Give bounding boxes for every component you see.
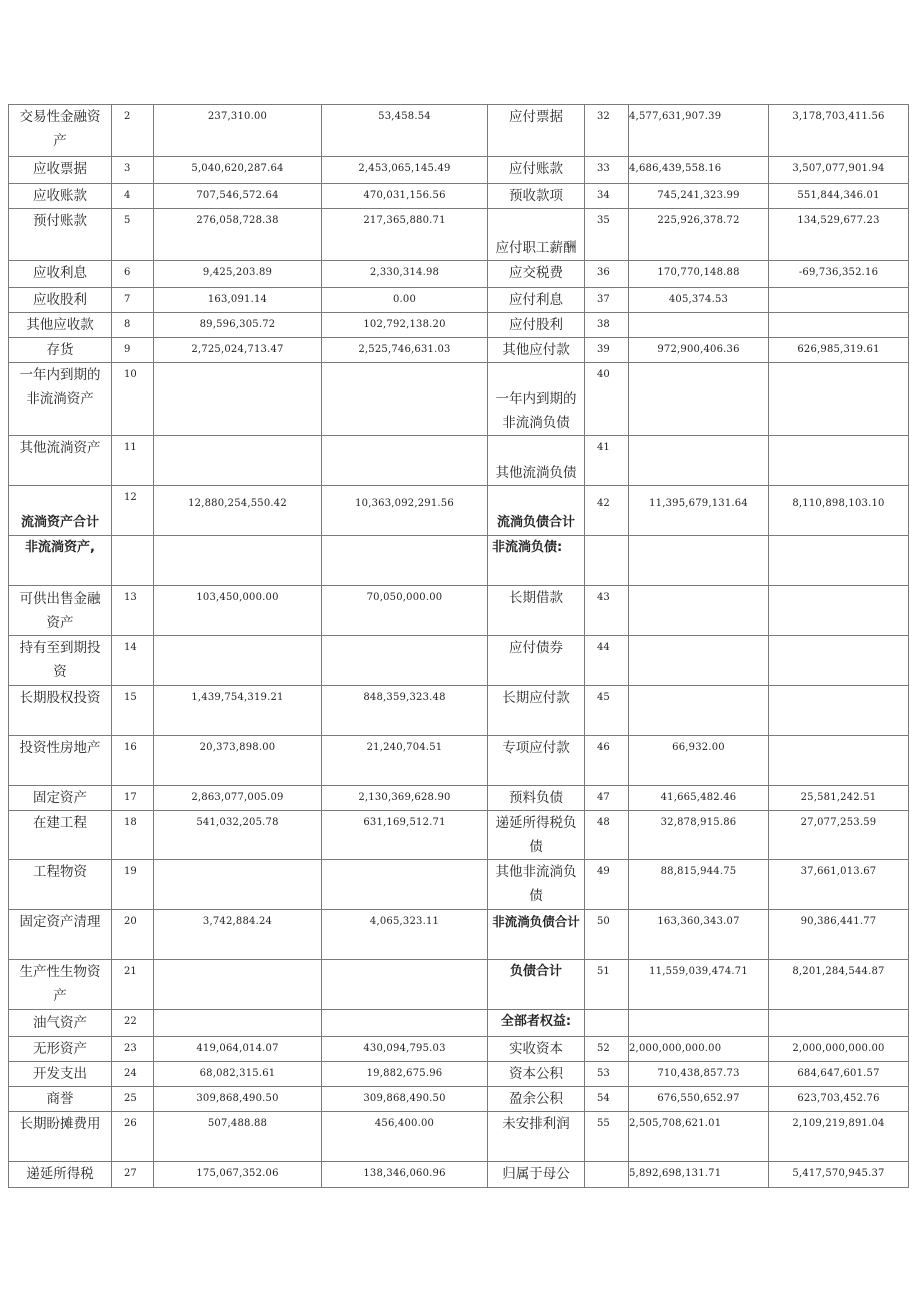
liability-line-no: 35 (585, 209, 629, 261)
liability-line-no: 50 (585, 910, 629, 960)
asset-end-balance: 12,880,254,550.42 (154, 486, 322, 536)
asset-name: 开发支出 (9, 1062, 112, 1087)
liability-begin-balance: 8,110,898,103.10 (769, 486, 909, 536)
asset-begin-balance: 848,359,323.48 (322, 686, 488, 736)
liability-name: 其他流淌负债 (488, 436, 585, 486)
asset-name: 工程物资 (9, 860, 112, 910)
asset-name: 投资性房地产 (9, 736, 112, 786)
asset-line-no: 2 (112, 105, 154, 157)
asset-name: 递延所得税 (9, 1162, 112, 1188)
asset-end-balance: 9,425,203.89 (154, 261, 322, 288)
liability-name: 应付股利 (488, 313, 585, 338)
table-row (9, 105, 909, 157)
asset-end-balance: 2,863,077,005.09 (154, 786, 322, 811)
table-row (9, 786, 909, 811)
asset-name: 交易性金融资产 (9, 105, 112, 157)
liability-line-no: 32 (585, 105, 629, 157)
equity-line-no (585, 1162, 629, 1188)
liability-end-balance (629, 686, 769, 736)
equity-end-balance: 5,892,698,131.71 (629, 1162, 769, 1188)
asset-subtotal-label: 流淌资产合计 (9, 486, 112, 536)
liability-end-balance: 66,932.00 (629, 736, 769, 786)
liability-line-no: 37 (585, 288, 629, 313)
liability-name: 递延所得税负债 (488, 811, 585, 860)
asset-end-balance: 1,439,754,319.21 (154, 686, 322, 736)
asset-name: 应收账款 (9, 184, 112, 209)
section-header-noncurrent-assets: 非流淌资产, (9, 536, 112, 586)
liability-begin-balance (769, 736, 909, 786)
liability-line-no: 49 (585, 860, 629, 910)
table-row (9, 436, 909, 486)
asset-name: 其他应收款 (9, 313, 112, 338)
liability-end-balance (629, 363, 769, 436)
liability-end-balance (629, 313, 769, 338)
table-row (9, 184, 909, 209)
asset-begin-balance: 0.00 (322, 288, 488, 313)
liability-line-no: 45 (585, 686, 629, 736)
asset-begin-balance (322, 1010, 488, 1037)
section-header-noncurrent-liabilities: 非流淌负债: (488, 536, 585, 586)
liability-name: 长期借款 (488, 586, 585, 636)
liability-line-no: 39 (585, 338, 629, 363)
asset-end-balance (154, 1010, 322, 1037)
asset-end-balance: 237,310.00 (154, 105, 322, 157)
equity-begin-balance: 684,647,601.57 (769, 1062, 909, 1087)
equity-name: 盈余公积 (488, 1087, 585, 1112)
liability-end-balance: 163,360,343.07 (629, 910, 769, 960)
liability-end-balance (629, 636, 769, 686)
liability-name: 应付利息 (488, 288, 585, 313)
asset-begin-balance: 102,792,138.20 (322, 313, 488, 338)
table-row (9, 338, 909, 363)
asset-end-balance: 507,488.88 (154, 1112, 322, 1162)
equity-name: 归属于母公 (488, 1162, 585, 1188)
table-row (9, 736, 909, 786)
table-row (9, 1087, 909, 1112)
asset-line-no: 26 (112, 1112, 154, 1162)
asset-end-balance (154, 436, 322, 486)
asset-line-no: 16 (112, 736, 154, 786)
asset-begin-balance: 2,453,065,145.49 (322, 157, 488, 184)
table-row (9, 536, 909, 586)
asset-line-no: 24 (112, 1062, 154, 1087)
asset-begin-balance: 2,330,314.98 (322, 261, 488, 288)
liability-line-no: 42 (585, 486, 629, 536)
table-row (9, 860, 909, 910)
asset-name: 长期股权投资 (9, 686, 112, 736)
equity-name: 资本公积 (488, 1062, 585, 1087)
liability-name: 应交税费 (488, 261, 585, 288)
table-row (9, 261, 909, 288)
liability-begin-balance: -69,736,352.16 (769, 261, 909, 288)
equity-end-balance: 2,000,000,000.00 (629, 1037, 769, 1062)
asset-end-balance: 309,868,490.50 (154, 1087, 322, 1112)
asset-line-no: 13 (112, 586, 154, 636)
asset-begin-balance: 4,065,323.11 (322, 910, 488, 960)
asset-begin-balance: 2,130,369,628.90 (322, 786, 488, 811)
equity-name: 实收资本 (488, 1037, 585, 1062)
liability-line-no (585, 536, 629, 586)
asset-line-no (112, 536, 154, 586)
liability-line-no: 48 (585, 811, 629, 860)
liability-line-no: 41 (585, 436, 629, 486)
liability-end-balance: 11,395,679,131.64 (629, 486, 769, 536)
equity-line-no: 54 (585, 1087, 629, 1112)
liability-end-balance (629, 1010, 769, 1037)
liability-end-balance: 745,241,323.99 (629, 184, 769, 209)
liability-end-balance: 32,878,915.86 (629, 811, 769, 860)
liability-line-no: 33 (585, 157, 629, 184)
liability-total-label: 负债合计 (488, 960, 585, 1010)
liability-end-balance: 405,374.53 (629, 288, 769, 313)
liability-line-no (585, 1010, 629, 1037)
asset-name: 存货 (9, 338, 112, 363)
table-row (9, 910, 909, 960)
liability-begin-balance: 25,581,242.51 (769, 786, 909, 811)
asset-end-balance: 103,450,000.00 (154, 586, 322, 636)
liability-line-no: 51 (585, 960, 629, 1010)
asset-end-balance: 20,373,898.00 (154, 736, 322, 786)
liability-end-balance (629, 436, 769, 486)
liability-line-no: 34 (585, 184, 629, 209)
asset-line-no: 27 (112, 1162, 154, 1188)
asset-name: 无形资产 (9, 1037, 112, 1062)
table-row (9, 1010, 909, 1037)
section-header-equity: 全部者权益: (488, 1010, 585, 1037)
asset-line-no: 20 (112, 910, 154, 960)
asset-name: 预付账款 (9, 209, 112, 261)
asset-line-no: 19 (112, 860, 154, 910)
table-row (9, 209, 909, 261)
asset-begin-balance: 70,050,000.00 (322, 586, 488, 636)
asset-begin-balance: 217,365,880.71 (322, 209, 488, 261)
asset-line-no: 10 (112, 363, 154, 436)
asset-name: 长期盼摊费用 (9, 1112, 112, 1162)
asset-line-no: 21 (112, 960, 154, 1010)
asset-line-no: 3 (112, 157, 154, 184)
liability-end-balance: 4,577,631,907.39 (629, 105, 769, 157)
table-row (9, 686, 909, 736)
asset-end-balance (154, 363, 322, 436)
asset-name: 应收股利 (9, 288, 112, 313)
asset-begin-balance (322, 436, 488, 486)
liability-begin-balance (769, 288, 909, 313)
asset-line-no: 25 (112, 1087, 154, 1112)
table-row (9, 313, 909, 338)
asset-name: 持有至到期投资 (9, 636, 112, 686)
asset-line-no: 22 (112, 1010, 154, 1037)
liability-line-no: 44 (585, 636, 629, 686)
liability-subtotal-label: 非流淌负债合计 (488, 910, 585, 960)
asset-name: 应收利息 (9, 261, 112, 288)
asset-end-balance (154, 636, 322, 686)
asset-begin-balance: 19,882,675.96 (322, 1062, 488, 1087)
asset-line-no: 14 (112, 636, 154, 686)
table-row (9, 157, 909, 184)
table-row (9, 960, 909, 1010)
asset-end-balance: 276,058,728.38 (154, 209, 322, 261)
liability-end-balance: 225,926,378.72 (629, 209, 769, 261)
table-row (9, 288, 909, 313)
liability-name: 应付账款 (488, 157, 585, 184)
liability-line-no: 46 (585, 736, 629, 786)
asset-end-balance (154, 960, 322, 1010)
table-row (9, 1037, 909, 1062)
asset-name: 在建工程 (9, 811, 112, 860)
asset-begin-balance (322, 860, 488, 910)
liability-subtotal-label: 流淌负债合计 (488, 486, 585, 536)
liability-name: 其他应付款 (488, 338, 585, 363)
asset-name: 可供出售金融资产 (9, 586, 112, 636)
asset-begin-balance (322, 636, 488, 686)
liability-name: 应付债券 (488, 636, 585, 686)
liability-begin-balance: 551,844,346.01 (769, 184, 909, 209)
equity-begin-balance: 2,000,000,000.00 (769, 1037, 909, 1062)
liability-line-no: 47 (585, 786, 629, 811)
asset-begin-balance: 470,031,156.56 (322, 184, 488, 209)
liability-name: 其他非流淌负债 (488, 860, 585, 910)
asset-name: 固定资产 (9, 786, 112, 811)
liability-end-balance: 41,665,482.46 (629, 786, 769, 811)
liability-end-balance: 4,686,439,558.16 (629, 157, 769, 184)
equity-line-no: 55 (585, 1112, 629, 1162)
liability-begin-balance: 90,386,441.77 (769, 910, 909, 960)
asset-line-no: 6 (112, 261, 154, 288)
asset-line-no: 18 (112, 811, 154, 860)
table-row (9, 636, 909, 686)
equity-end-balance: 676,550,652.97 (629, 1087, 769, 1112)
asset-begin-balance: 53,458.54 (322, 105, 488, 157)
liability-begin-balance (769, 313, 909, 338)
asset-line-no: 11 (112, 436, 154, 486)
asset-begin-balance: 2,525,746,631.03 (322, 338, 488, 363)
liability-end-balance (629, 536, 769, 586)
asset-name: 一年内到期的非流淌资产 (9, 363, 112, 436)
asset-begin-balance: 631,169,512.71 (322, 811, 488, 860)
asset-end-balance: 89,596,305.72 (154, 313, 322, 338)
asset-line-no: 17 (112, 786, 154, 811)
liability-end-balance: 88,815,944.75 (629, 860, 769, 910)
equity-name: 未安排利润 (488, 1112, 585, 1162)
equity-begin-balance: 2,109,219,891.04 (769, 1112, 909, 1162)
liability-line-no: 43 (585, 586, 629, 636)
asset-line-no: 12 (112, 486, 154, 536)
asset-name: 商誉 (9, 1087, 112, 1112)
liability-begin-balance: 134,529,677.23 (769, 209, 909, 261)
liability-begin-balance (769, 586, 909, 636)
asset-end-balance: 2,725,024,713.47 (154, 338, 322, 363)
liability-line-no: 38 (585, 313, 629, 338)
asset-begin-balance (322, 363, 488, 436)
asset-begin-balance: 10,363,092,291.56 (322, 486, 488, 536)
asset-name: 固定资产清理 (9, 910, 112, 960)
liability-begin-balance: 3,507,077,901.94 (769, 157, 909, 184)
liability-name: 预收款项 (488, 184, 585, 209)
liability-begin-balance: 626,985,319.61 (769, 338, 909, 363)
asset-begin-balance: 21,240,704.51 (322, 736, 488, 786)
liability-name: 长期应付款 (488, 686, 585, 736)
liability-end-balance: 972,900,406.36 (629, 338, 769, 363)
asset-end-balance: 419,064,014.07 (154, 1037, 322, 1062)
asset-begin-balance: 456,400.00 (322, 1112, 488, 1162)
asset-line-no: 7 (112, 288, 154, 313)
liability-begin-balance (769, 363, 909, 436)
asset-end-balance: 3,742,884.24 (154, 910, 322, 960)
asset-begin-balance (322, 960, 488, 1010)
liability-begin-balance (769, 636, 909, 686)
liability-begin-balance (769, 686, 909, 736)
table-row (9, 1112, 909, 1162)
table-row (9, 1062, 909, 1087)
asset-line-no: 5 (112, 209, 154, 261)
asset-end-balance (154, 860, 322, 910)
equity-line-no: 53 (585, 1062, 629, 1087)
asset-end-balance: 5,040,620,287.64 (154, 157, 322, 184)
liability-name: 预料负债 (488, 786, 585, 811)
asset-name: 生产性生物资产 (9, 960, 112, 1010)
liability-name: 应付职工薪酬 (488, 209, 585, 261)
table-row (9, 586, 909, 636)
asset-name: 其他流淌资产 (9, 436, 112, 486)
asset-line-no: 4 (112, 184, 154, 209)
asset-name: 油气资产 (9, 1010, 112, 1037)
equity-end-balance: 710,438,857.73 (629, 1062, 769, 1087)
liability-end-balance (629, 586, 769, 636)
liability-name: 专项应付款 (488, 736, 585, 786)
asset-line-no: 9 (112, 338, 154, 363)
asset-end-balance (154, 536, 322, 586)
table-row (9, 363, 909, 436)
equity-line-no: 52 (585, 1037, 629, 1062)
liability-begin-balance (769, 436, 909, 486)
liability-name: 应付票据 (488, 105, 585, 157)
asset-line-no: 8 (112, 313, 154, 338)
liability-begin-balance: 8,201,284,544.87 (769, 960, 909, 1010)
balance-sheet-table (8, 104, 909, 1188)
asset-end-balance: 707,546,572.64 (154, 184, 322, 209)
asset-begin-balance: 309,868,490.50 (322, 1087, 488, 1112)
liability-end-balance: 170,770,148.88 (629, 261, 769, 288)
equity-end-balance: 2,505,708,621.01 (629, 1112, 769, 1162)
asset-end-balance: 175,067,352.06 (154, 1162, 322, 1188)
liability-line-no: 36 (585, 261, 629, 288)
asset-name: 应收票据 (9, 157, 112, 184)
asset-end-balance: 163,091.14 (154, 288, 322, 313)
asset-begin-balance (322, 536, 488, 586)
asset-line-no: 23 (112, 1037, 154, 1062)
liability-line-no: 40 (585, 363, 629, 436)
table-row (9, 1162, 909, 1188)
asset-line-no: 15 (112, 686, 154, 736)
liability-begin-balance (769, 1010, 909, 1037)
liability-end-balance: 11,559,039,474.71 (629, 960, 769, 1010)
table-row (9, 486, 909, 536)
asset-begin-balance: 138,346,060.96 (322, 1162, 488, 1188)
liability-begin-balance: 3,178,703,411.56 (769, 105, 909, 157)
asset-end-balance: 541,032,205.78 (154, 811, 322, 860)
liability-begin-balance (769, 536, 909, 586)
asset-end-balance: 68,082,315.61 (154, 1062, 322, 1087)
equity-begin-balance: 623,703,452.76 (769, 1087, 909, 1112)
equity-begin-balance: 5,417,570,945.37 (769, 1162, 909, 1188)
liability-name: 一年内到期的非流淌负债 (488, 363, 585, 436)
asset-begin-balance: 430,094,795.03 (322, 1037, 488, 1062)
liability-begin-balance: 37,661,013.67 (769, 860, 909, 910)
liability-begin-balance: 27,077,253.59 (769, 811, 909, 860)
table-row (9, 811, 909, 860)
